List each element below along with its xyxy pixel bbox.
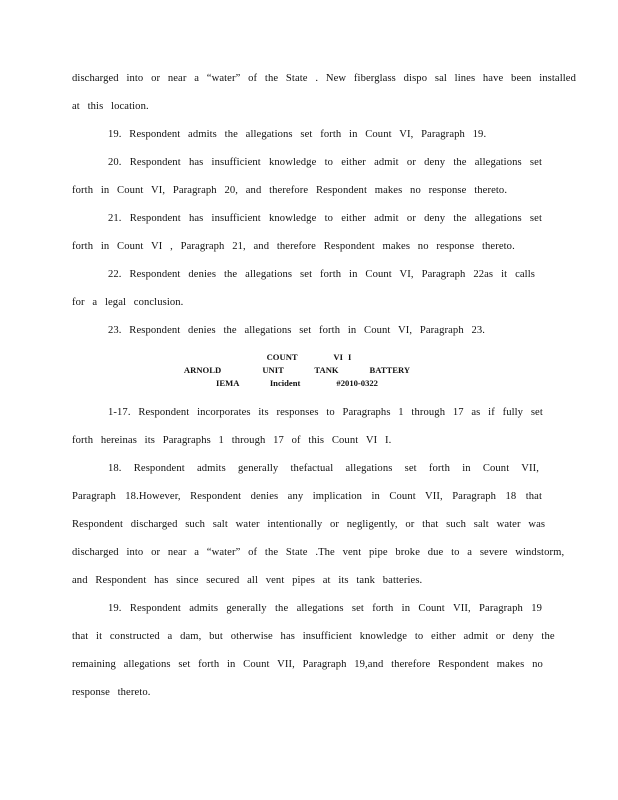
count-heading: COUNT VI I: [266, 352, 352, 362]
paragraph-19-count-vii-line-3: remaining allegations set forth in Count VII, Paragraph 19,and therefore Respondent makes no: [72, 659, 543, 670]
paragraph-18-line-2: Paragraph 18.However, Respondent denies any implication in Count VII, Paragraph 18 that: [72, 491, 542, 502]
paragraph-19-count-vii-line-2: that it constructed a dam, but otherwise has insufficient knowledge to either admit or deny the: [72, 631, 555, 642]
paragraph-22-line-1: 22. Respondent denies the allegations set forth in Count VI, Paragraph 22as it calls: [108, 269, 535, 280]
paragraph-18-line-1: 18. Respondent admits generally thefactual allegations set forth in Count VII,: [108, 463, 539, 474]
paragraph-21-line-1: 21. Respondent has insufficient knowledge to either admit or deny the allegations set: [108, 213, 542, 224]
paragraph-19-count-vii-line-1: 19. Respondent admits generally the allegations set forth in Count VII, Paragraph 19: [108, 603, 542, 614]
text-line-1: discharged into or near a “water” of the State . New fiberglass dispo sal lines have been installed: [72, 73, 576, 84]
paragraph-18-line-4: discharged into or near a “water” of the State .The vent pipe broke due to a severe windstorm,: [72, 547, 565, 558]
paragraph-18-line-3: Respondent discharged such salt water intentionally or negligently, or that such salt water was: [72, 519, 546, 530]
paragraph-19-count-vi: 19. Respondent admits the allegations set forth in Count VI, Paragraph 19.: [108, 129, 487, 140]
paragraph-18-line-5: and Respondent has since secured all vent pipes at its tank batteries.: [72, 575, 423, 586]
paragraph-1-17-line-2: forth hereinas its Paragraphs 1 through 17 of this Count VI I.: [72, 435, 392, 446]
paragraph-20-line-1: 20. Respondent has insufficient knowledge to either admit or deny the allegations set: [108, 157, 542, 168]
paragraph-19-count-vii-line-4: response thereto.: [72, 687, 151, 698]
paragraph-20-line-2: forth in Count VI, Paragraph 20, and therefore Respondent makes no response thereto.: [72, 185, 508, 196]
count-subheading-unit: ARNOLD UNIT TANK BATTERY: [183, 365, 411, 375]
paragraph-23: 23. Respondent denies the allegations set forth in Count VI, Paragraph 23.: [108, 325, 486, 336]
count-subheading-incident: IEMA Incident #2010-0322: [216, 378, 378, 388]
paragraph-21-line-2: forth in Count VI , Paragraph 21, and therefore Respondent makes no response thereto.: [72, 241, 515, 252]
text-line-2: at this location.: [72, 101, 149, 112]
paragraph-22-line-2: for a legal conclusion.: [72, 297, 184, 308]
paragraph-1-17-line-1: 1-17. Respondent incorporates its responses to Paragraphs 1 through 17 as if fully set: [108, 407, 543, 418]
